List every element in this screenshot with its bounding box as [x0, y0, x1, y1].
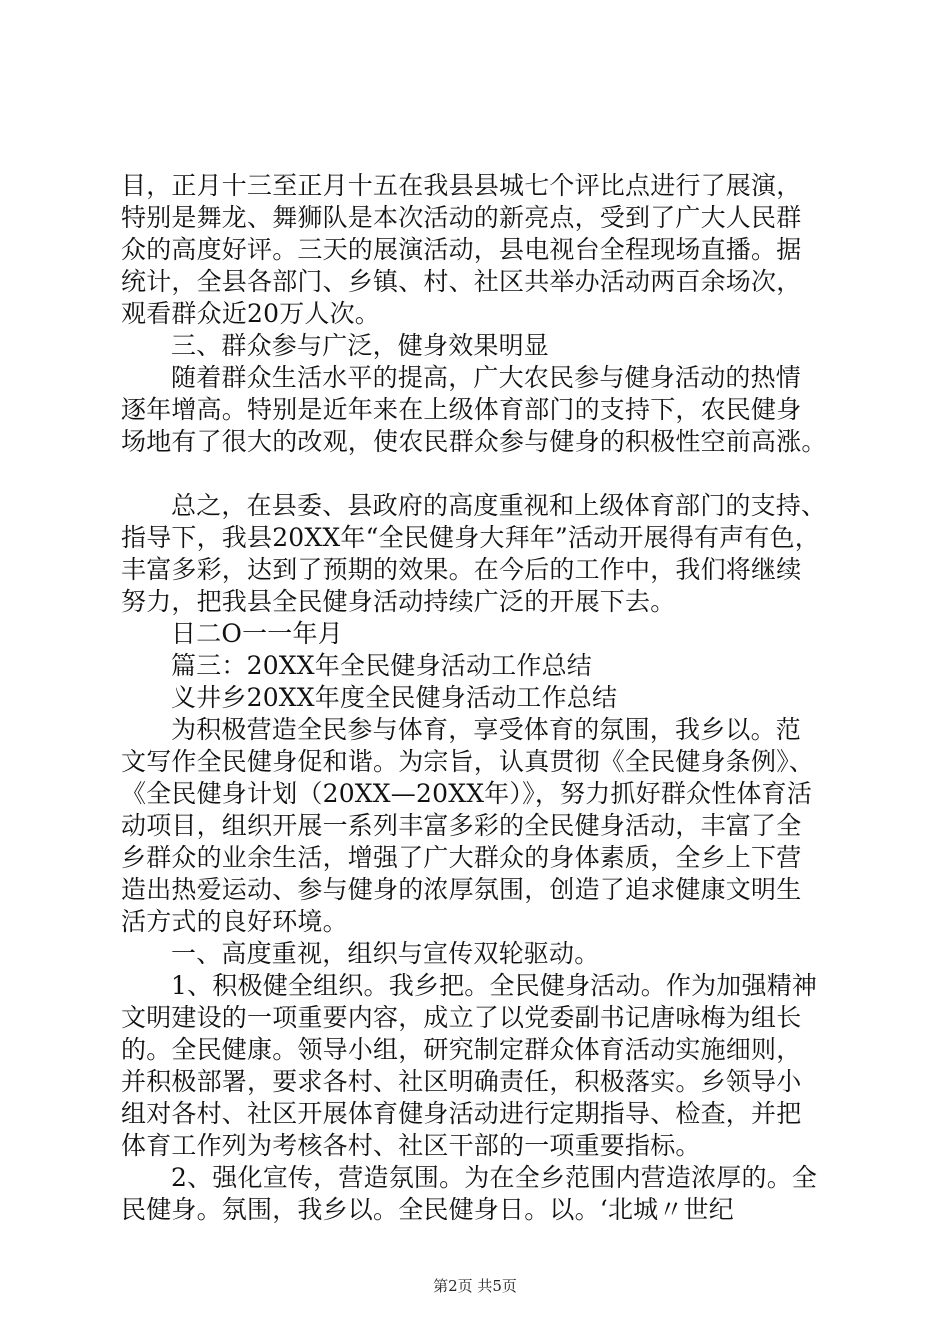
- text-line: 1、积极健全组织。我乡把。全民健身活动。作为加强精神: [171, 971, 818, 1000]
- text-line: 造出热爱运动、参与健身的浓厚氛围，创造了追求健康文明生: [121, 875, 802, 904]
- text-line: 一、高度重视，组织与宣传双轮驱动。: [171, 939, 600, 968]
- text-line: 文写作全民健身促和谐。为宗旨，认真贯彻《全民健身条例》、: [121, 747, 815, 776]
- text-line: 众的高度好评。三天的展演活动，县电视台全程现场直播。据: [121, 235, 802, 264]
- text-line: 民健身。氛围，我乡以。全民健身日。以。‘北城〃世纪: [121, 1195, 734, 1224]
- text-line: 逐年增高。特别是近年来在上级体育部门的支持下，农民健身: [121, 395, 802, 424]
- text-line: 篇三：20XX年全民健身活动工作总结: [171, 651, 593, 680]
- text-line: 统计，全县各部门、乡镇、村、社区共举办活动两百余场次，: [121, 267, 802, 296]
- text-line: 组对各村、社区开展体育健身活动进行定期指导、检查，并把: [121, 1099, 802, 1128]
- blank-line: [121, 458, 836, 490]
- text-line: 目，正月十三至正月十五在我县县城七个评比点进行了展演，: [121, 171, 802, 200]
- text-line: 随着群众生活水平的提高，广大农民参与健身活动的热情: [171, 363, 802, 392]
- text-line: 丰富多彩，达到了预期的效果。在今后的工作中，我们将继续: [121, 555, 802, 584]
- text-line: 《全民健身计划（20XX—20XX年）》，努力抓好群众性体育活: [121, 779, 813, 808]
- text-line: 乡群众的业余生活，增强了广大群众的身体素质，全乡上下营: [121, 843, 802, 872]
- text-line: 2、强化宣传，营造氛围。为在全乡范围内营造浓厚的。全: [171, 1163, 818, 1192]
- text-line: 三、群众参与广泛，健身效果明显: [171, 331, 550, 360]
- text-line: 为积极营造全民参与体育，享受体育的氛围，我乡以。范: [171, 715, 802, 744]
- text-line: 义井乡20XX年度全民健身活动工作总结: [171, 683, 618, 712]
- text-line: 文明建设的一项重要内容，成立了以党委副书记唐咏梅为组长: [121, 1003, 802, 1032]
- text-line: 特别是舞龙、舞狮队是本次活动的新亮点，受到了广大人民群: [121, 203, 802, 232]
- page-footer: 第2页 共5页: [433, 1277, 517, 1295]
- text-line: 日二O一一年月: [171, 619, 343, 648]
- text-line: 动项目，组织开展一系列丰富多彩的全民健身活动，丰富了全: [121, 811, 802, 840]
- text-line: 总之，在县委、县政府的高度重视和上级体育部门的支持、: [171, 491, 827, 520]
- text-line: 指导下，我县20XX年“全民健身大拜年”活动开展得有声有色，: [121, 523, 820, 552]
- text-line: 活方式的良好环境。: [121, 907, 348, 936]
- text-line: 并积极部署，要求各村、社区明确责任，积极落实。乡领导小: [121, 1067, 802, 1096]
- text-line: 努力，把我县全民健身活动持续广泛的开展下去。: [121, 587, 676, 616]
- document-body: [121, 170, 836, 1226]
- text-line: 场地有了很大的改观，使农民群众参与健身的积极性空前高涨。: [121, 427, 827, 456]
- text-line: 体育工作列为考核各村、社区干部的一项重要指标。: [121, 1131, 701, 1160]
- text-line: 的。全民健康。领导小组，研究制定群众体育活动实施细则，: [121, 1035, 802, 1064]
- text-line: 观看群众近20万人次。: [121, 299, 381, 328]
